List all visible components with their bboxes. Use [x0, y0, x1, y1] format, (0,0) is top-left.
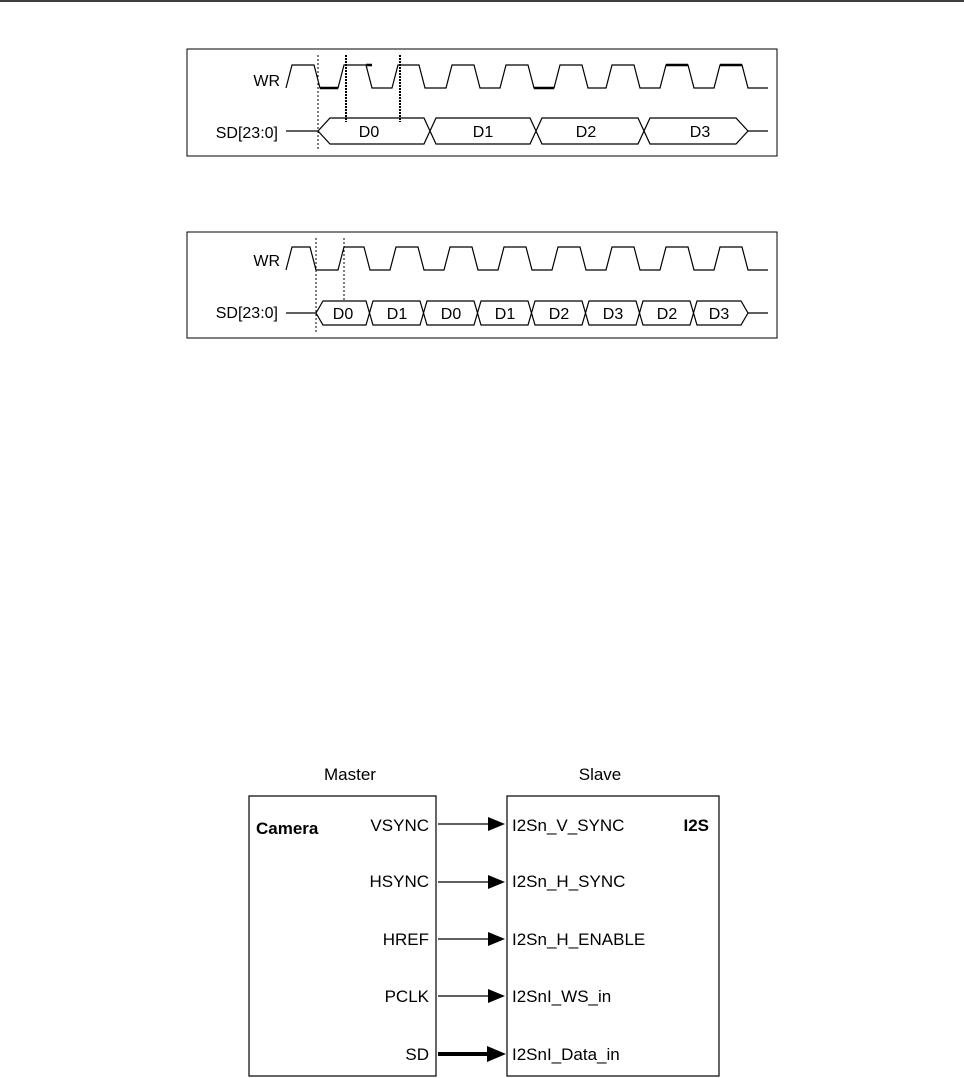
vsync-arrowhead-icon [488, 817, 505, 831]
wr-clock-waveform [286, 65, 768, 88]
data-word-label: D1 [386, 306, 408, 323]
data-word-label: D0 [440, 306, 462, 323]
camera-i2s-connection-diagram [249, 765, 719, 1076]
camera-block-title: Camera [256, 819, 319, 838]
wr-signal-label: WR [253, 253, 280, 270]
i2s-pin-ws-in: I2SnI_WS_in [512, 987, 612, 1006]
i2s-block-title: I2S [683, 816, 709, 835]
data-word-label: D2 [575, 124, 597, 141]
i2s-pin-v-sync: I2Sn_V_SYNC [512, 816, 625, 835]
timing-diagram-1 [187, 49, 777, 156]
data-word-label: D1 [472, 124, 494, 141]
data-word-label: D2 [656, 306, 678, 323]
wr-signal-label: WR [253, 73, 280, 90]
slave-label: Slave [578, 765, 622, 784]
sd-signal-label: SD[23:0] [215, 305, 278, 322]
data-word-label: D1 [494, 306, 516, 323]
i2s-pin-h-enable: I2Sn_H_ENABLE [512, 930, 646, 949]
data-word-label: D2 [548, 306, 570, 323]
i2s-pin-data-in: I2SnI_Data_in [512, 1045, 620, 1064]
master-label: Master [324, 765, 376, 784]
data-word-label: D0 [358, 124, 380, 141]
camera-pin-sd: SD [405, 1045, 429, 1064]
camera-pin-vsync: VSYNC [370, 816, 429, 835]
i2s-pin-h-sync: I2Sn_H_SYNC [512, 872, 626, 891]
pclk-arrowhead-icon [488, 989, 505, 1003]
sd-bus-cells [318, 118, 748, 144]
wr-clock-waveform [286, 247, 768, 270]
camera-pin-hsync: HSYNC [369, 872, 429, 891]
hsync-arrowhead-icon [488, 875, 505, 889]
data-word-label: D3 [602, 306, 624, 323]
data-word-label: D3 [689, 124, 711, 141]
href-arrowhead-icon [488, 932, 505, 946]
sd-arrowhead-icon [487, 1046, 506, 1062]
camera-pin-href: HREF [382, 930, 429, 949]
camera-pin-pclk: PCLK [384, 987, 429, 1006]
data-word-label: D3 [708, 306, 730, 323]
timing-diagram-2 [187, 232, 777, 338]
sd-bus-cells [316, 301, 748, 325]
sd-signal-label: SD[23:0] [215, 125, 278, 142]
data-word-label: D0 [332, 306, 354, 323]
